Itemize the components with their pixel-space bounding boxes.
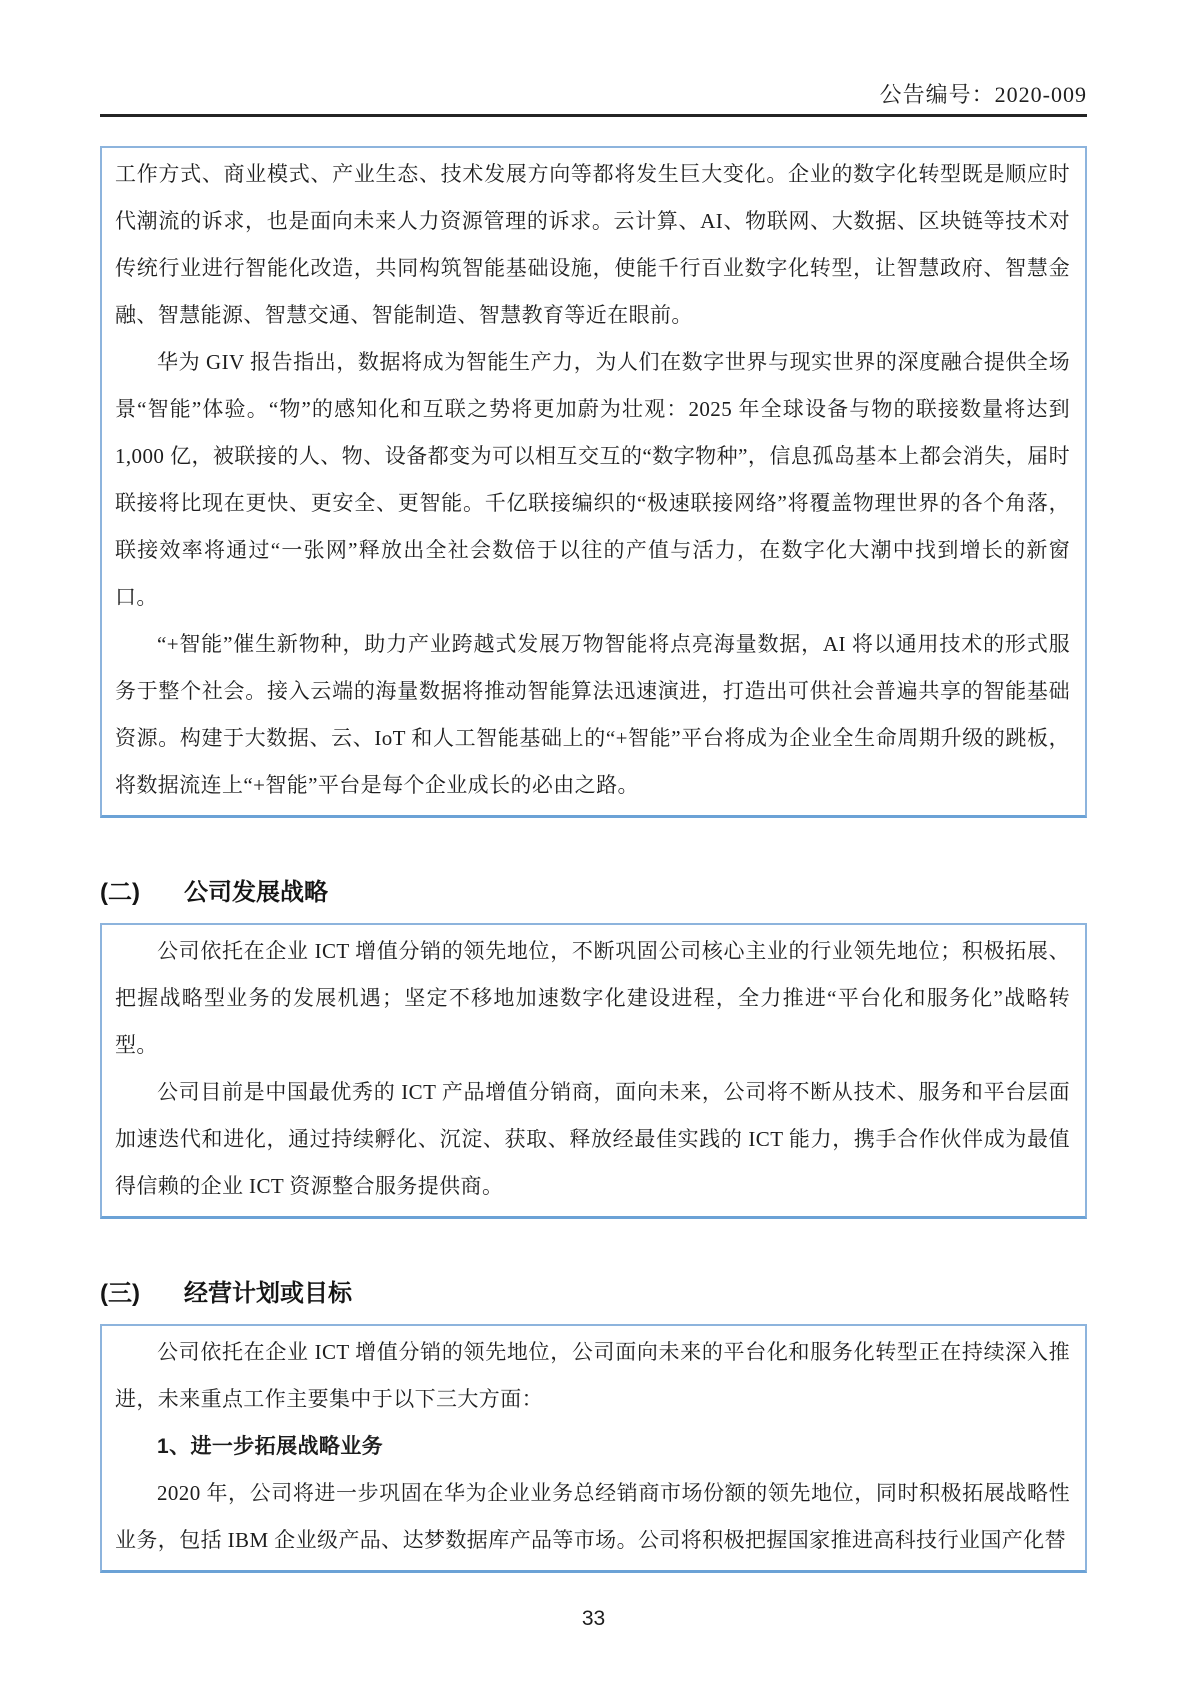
section-number: (三) (100, 1280, 140, 1307)
page-content (100, 0, 1087, 1631)
section-title: 公司发展战略 (183, 879, 328, 906)
digital-transformation-text-box (100, 146, 1087, 818)
paragraph-ict-leading-position: 公司依托在企业 ICT 增值分销的领先地位，不断巩固公司核心主业的行业领先地位；积极拓展、把握战略型业务的发展机遇；坚定不移地加速数字化建设进程，全力推进“平台化和服务化”战略转型。 (115, 939, 1070, 1057)
paragraph-2020-plan: 2020 年，公司将进一步巩固在华为企业业务总经销商市场份额的领先地位，同时积极拓展战略性业务，包括 IBM 企业级产品、达梦数据库产品等市场。公司将积极把握国家推进高科技行业国产化替 (115, 1481, 1070, 1552)
paragraph-huawei-giv: 华为 GIV 报告指出，数据将成为智能生产力，为人们在数字世界与现实世界的深度融合提供全场景“智能”体验。“物”的感知化和互联之势将更加蔚为壮观：2025 年全球设备与物的联接数量将达到 1,000 亿，被联接的人、物、设备都变为可以相互交互的“数字物种”，信息孤岛基本上都会消失，届时联接将比现在更快、更安全、更智能。千亿联接编织的“极速联接网络”将覆盖物理世界的各个角落，联接效率将通过“一张网”释放出全社会数倍于以往的产值与活力，在数字化大潮中找到增长的新窗口。 (115, 350, 1070, 609)
paragraph-best-distributor: 公司目前是中国最优秀的 ICT 产品增值分销商，面向未来，公司将不断从技术、服务和平台层面加速迭代和进化，通过持续孵化、沉淀、获取、释放经最佳实践的 ICT 能力，携手合作伙伴成为最值得信赖的企业 ICT 资源整合服务提供商。 (115, 1080, 1070, 1198)
section-heading-business-plan (100, 1273, 1087, 1308)
paragraph-continuation: 工作方式、商业模式、产业生态、技术发展方向等都将发生巨大变化。企业的数字化转型既是顺应时代潮流的诉求，也是面向未来人力资源管理的诉求。云计算、AI、物联网、大数据、区块链等技术对传统行业进行智能化改造，共同构筑智能基础设施，使能千行百业数字化转型，让智慧政府、智慧金融、智慧能源、智慧交通、智能制造、智慧教育等近在眼前。 (115, 162, 1070, 327)
header-divider (100, 114, 1087, 117)
business-plan-text-box (100, 1324, 1087, 1573)
paragraph-plus-intelligence: “+智能”催生新物种，助力产业跨越式发展万物智能将点亮海量数据，AI 将以通用技术的形式服务于整个社会。接入云端的海量数据将推动智能算法迅速演进，打造出可供社会普遍共享的智能基础资源。构建于大数据、云、IoT 和人工智能基础上的“+智能”平台将成为企业全生命周期升级的跳板，将数据流连上“+智能”平台是每个企业成长的必由之路。 (115, 632, 1070, 797)
section-title: 经营计划或目标 (183, 1280, 352, 1307)
subheading-expand-strategic-business: 1、进一步拓展战略业务 (157, 1435, 384, 1458)
paragraph-plan-intro: 公司依托在企业 ICT 增值分销的领先地位，公司面向未来的平台化和服务化转型正在持续深入推进，未来重点工作主要集中于以下三大方面： (115, 1340, 1070, 1411)
company-strategy-text-box (100, 923, 1087, 1219)
announcement-number: 公告编号：2020-009 (879, 82, 1087, 107)
section-heading-company-strategy (100, 872, 1087, 907)
section-number: (二) (100, 879, 140, 906)
page-number: 33 (581, 1607, 606, 1630)
